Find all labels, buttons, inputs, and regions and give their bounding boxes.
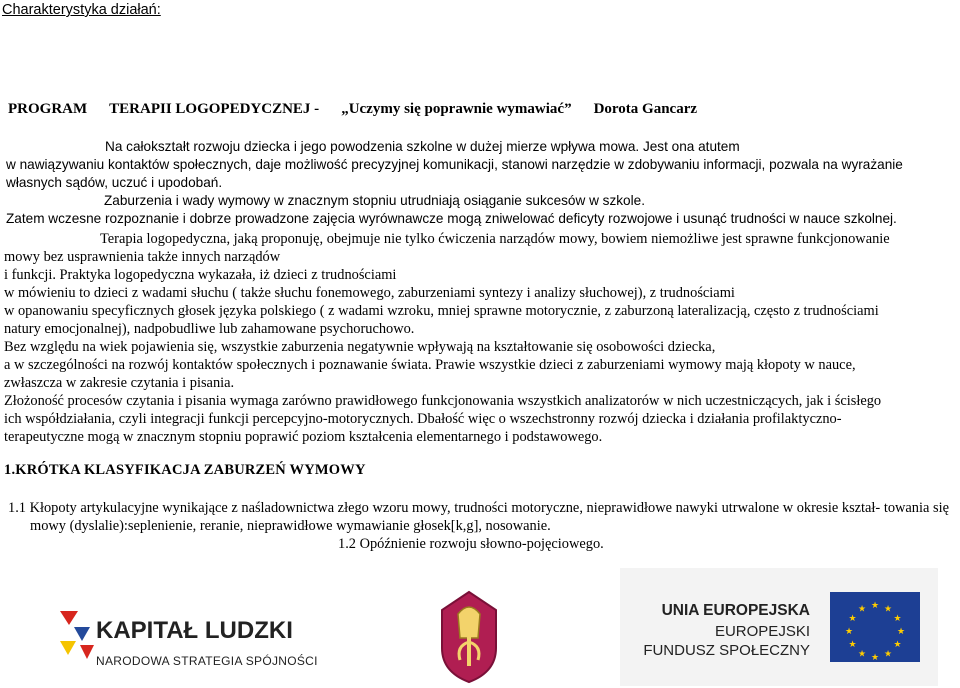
list-item: 1.2 Opóźnienie rozwoju słowno-pojęciowego. bbox=[338, 536, 604, 552]
svg-text:★: ★ bbox=[896, 627, 906, 637]
svg-text:★: ★ bbox=[893, 614, 902, 624]
body-line: ich współdziałania, czyli integracji funkcji percepcyjno-motorycznych. Dbałość więc o wszechstronny rozwój dziecka i działania profilaktyczno- bbox=[4, 411, 842, 427]
program-title-therapy: TERAPII LOGOPEDYCZNEJ - bbox=[109, 101, 320, 117]
body-line: w mówieniu to dzieci z wadami słuchu ( także słuchu fonemowego, zaburzeniami syntezy i analizy słuchowej), z trudnościami bbox=[4, 285, 735, 301]
svg-text:★: ★ bbox=[883, 604, 893, 615]
svg-text:★: ★ bbox=[857, 604, 867, 615]
svg-text:★: ★ bbox=[844, 627, 854, 637]
body-line: natury emocjonalnej), nadpobudliwe lub zahamowane psychoruchowo. bbox=[4, 321, 415, 337]
classification-list bbox=[8, 499, 956, 553]
body-line: Terapia logopedyczna, jaką proponuję, obejmuje nie tylko ćwiczenia narządów mowy, bowiem niemożliwe jest sprawne funkcjonowanie bbox=[100, 231, 890, 247]
body-line: terapeutyczne mogą w znacznym stopniu poprawić poziom kształcenia elementarnego i podstawowego. bbox=[4, 429, 603, 445]
eu-fund-line1: EUROPEJSKI bbox=[714, 623, 810, 640]
body-line: zwłaszcza w zakresie czytania i pisania. bbox=[4, 375, 235, 391]
body-line: w nawiązywaniu kontaktów społecznych, daje możliwość precyzyjnej komunikacji, stanowi narzędzie w zdobywaniu informacji, pozwala na wyrażanie bbox=[6, 157, 903, 172]
kapital-ludzki-title: KAPITAŁ LUDZKI bbox=[96, 617, 293, 644]
body-line: własnych sądów, uczuć i upodobań. bbox=[6, 175, 223, 190]
svg-text:★: ★ bbox=[870, 601, 880, 611]
body-line: Zaburzenia i wady wymowy w znacznym stopniu utrudniają osiąganie sukcesów w szkole. bbox=[104, 193, 645, 208]
body-line: Na całokształt rozwoju dziecka i jego powodzenia szkolne w dużej mierze wpływa mowa. Jest ona atutem bbox=[105, 139, 740, 154]
body-line: i funkcji. Praktyka logopedyczna wykazała, iż dzieci z trudnościami bbox=[4, 267, 397, 283]
svg-text:★: ★ bbox=[883, 649, 893, 660]
svg-text:★: ★ bbox=[870, 653, 880, 662]
kapital-ludzki-logo bbox=[60, 581, 318, 681]
svg-text:★: ★ bbox=[848, 614, 857, 624]
eu-fund-line2: FUNDUSZ SPOŁECZNY bbox=[643, 642, 810, 659]
svg-text:★: ★ bbox=[857, 649, 867, 660]
body-line: Zatem wczesne rozpoznanie i dobrze prowadzone zajęcia wyrównawcze mogą zniwelować deficyty rozwojowe i usunąć trudności w nauce szkolnej. bbox=[6, 211, 897, 226]
footer-logos bbox=[0, 563, 960, 688]
list-item: 1.1 Kłopoty artykulacyjne wynikające z naśladownictwa złego wzoru mowy, trudności motoryczne, nieprawidłowe nawyki utrwalone w okresie kształ- towania się mowy (dyslalie):seplenienie, reranie, nieprawidłowe wymawianie głosek[k,g], nosowanie. bbox=[8, 500, 949, 534]
program-title-quote: „Uczymy się poprawnie wymawiać” bbox=[341, 101, 572, 117]
kapital-ludzki-emblem-icon bbox=[60, 611, 96, 661]
header-link[interactable]: Charakterystyka działań: bbox=[2, 2, 161, 18]
body-line: a w szczególności na rozwój kontaktów społecznych i poznawanie świata. Prawie wszystkie dzieci z zaburzeniami wymowy mają kłopoty w nauce, bbox=[4, 357, 856, 373]
body-line: mowy bez usprawnienia także innych narządów bbox=[4, 249, 281, 265]
program-title-word: PROGRAM bbox=[8, 101, 88, 117]
bishop-crest-icon bbox=[438, 590, 500, 684]
program-title bbox=[8, 101, 697, 118]
svg-text:★: ★ bbox=[893, 640, 902, 650]
svg-text:★: ★ bbox=[848, 640, 857, 650]
kapital-ludzki-subtitle: NARODOWA STRATEGIA SPÓJNOŚCI bbox=[96, 654, 318, 668]
eu-flag-icon bbox=[830, 592, 920, 662]
program-author: Dorota Gancarz bbox=[593, 101, 698, 117]
eu-logo-box bbox=[620, 568, 938, 686]
eu-title: UNIA EUROPEJSKA bbox=[661, 602, 810, 619]
body-line: Złożoność procesów czytania i pisania wymaga zarówno prawidłowego funkcjonowania wszystkich analizatorów w nich uczestniczących, jak i ścisłego bbox=[4, 393, 882, 409]
section-title: 1.KRÓTKA KLASYFIKACJA ZABURZEŃ WYMOWY bbox=[4, 462, 366, 478]
body-line: Bez względu na wiek pojawienia się, wszystkie zaburzenia negatywnie wpływają na kształtowanie się osobowości dziecka, bbox=[4, 339, 716, 355]
body-line: w opanowaniu specyficznych głosek języka polskiego ( z wadami wzroku, mniej sprawne motorycznie, z zaburzoną lateralizacją, często z trudnościami bbox=[4, 303, 879, 319]
